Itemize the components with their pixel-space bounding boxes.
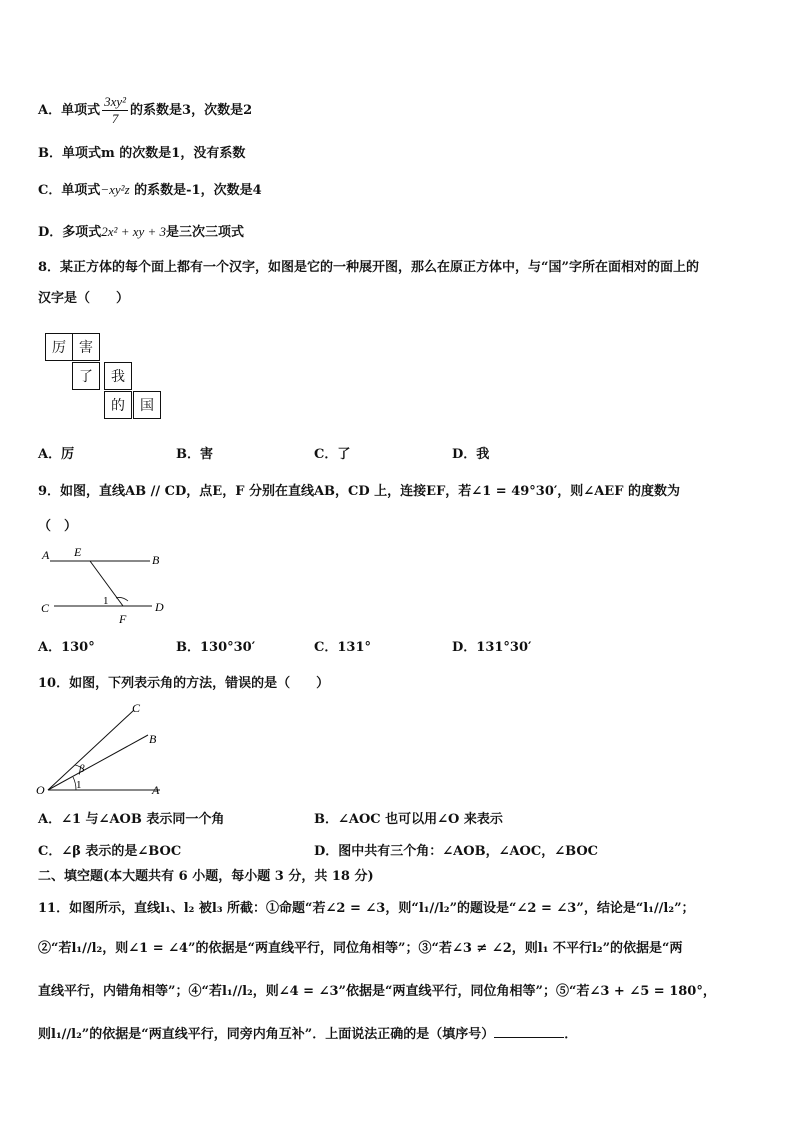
- q11-line-4-end: ．: [564, 1027, 578, 1042]
- q7-option-a: [38, 94, 252, 127]
- q7-option-d: [38, 223, 244, 242]
- q7-option-a-suffix: 的系数是3，次数是2: [130, 103, 253, 118]
- net-cell-5: 的: [104, 391, 132, 419]
- label-a: A: [42, 548, 50, 562]
- fraction-denominator: 7: [111, 111, 119, 126]
- q9-stem-line-2: （ ）: [38, 519, 78, 534]
- q11-line-1: 11．如图所示，直线l₁、l₂ 被l₃ 所截：①命题“若∠2 = ∠3，则“l₁//l₂”的题设是“∠2 = ∠3”，结论是“l₁//l₂”；: [38, 901, 695, 916]
- q10-option-d: D．图中共有三个角：∠AOB，∠AOC，∠BOC: [314, 844, 599, 859]
- q10-option-a: A．∠1 与∠AOB 表示同一个角: [38, 812, 225, 827]
- q8-option-a: A．厉: [38, 447, 75, 462]
- q7-option-a-prefix: A．单项式: [38, 103, 101, 118]
- q11-line-4: [38, 1025, 577, 1044]
- label-angle-1: 1: [76, 779, 82, 791]
- q7-option-d-prefix: D．多项式: [38, 225, 102, 240]
- label-angle-1: 1: [103, 595, 109, 607]
- q10-option-b: B．∠AOC 也可以用∠O 来表示: [314, 812, 503, 827]
- q8-option-b: B．害: [176, 447, 213, 462]
- label-e: E: [74, 545, 82, 559]
- label-f: F: [119, 612, 127, 626]
- q7-option-c-expression: −xy²z: [100, 182, 130, 197]
- q11-line-4-text: 则l₁//l₂”的依据是“两直线平行，同旁内角互补”．上面说法正确的是（填序号）: [38, 1027, 495, 1042]
- net-cell-3: 了: [72, 362, 100, 390]
- label-beta: β: [79, 763, 85, 775]
- q7-option-b: B．单项式m 的次数是1，没有系数: [38, 146, 246, 161]
- q9-option-b: B．130°30′: [176, 640, 256, 655]
- q9-option-c: C．131°: [314, 640, 371, 655]
- label-d: D: [155, 600, 164, 614]
- answer-blank[interactable]: [494, 1025, 564, 1038]
- q10-angle-figure: [34, 700, 166, 798]
- q7-option-d-expression: 2x² + xy + 3: [101, 224, 167, 239]
- q8-stem-line-2: 汉字是（ ）: [38, 291, 130, 306]
- section-2-heading: 二、填空题(本大题共有 6 小题，每小题 3 分，共 18 分): [38, 869, 374, 884]
- net-cell-2: 害: [72, 333, 100, 361]
- label-a: A: [152, 783, 160, 797]
- q10-option-c: C．∠β 表示的是∠BOC: [38, 844, 182, 859]
- q8-stem-line-1: 8．某正方体的每个面上都有一个汉字，如图是它的一种展开图，那么在原正方体中，与“国”字所在面相对的面上的: [38, 260, 700, 275]
- fraction-numerator: 3xy²: [104, 94, 127, 109]
- q7-option-c-prefix: C．单项式: [38, 183, 101, 198]
- q9-option-a: A．130°: [38, 640, 95, 655]
- label-b: B: [149, 732, 157, 746]
- q7-option-d-suffix: 是三次三项式: [166, 225, 245, 240]
- label-o: O: [36, 783, 45, 797]
- fraction: [102, 94, 128, 127]
- label-b: B: [152, 553, 160, 567]
- q8-option-c: C．了: [314, 447, 351, 462]
- q10-stem: 10．如图，下列表示角的方法，错误的是（ ）: [38, 676, 330, 691]
- net-cell-1: 厉: [45, 333, 73, 361]
- q11-line-2: ②“若l₁//l₂，则∠1 = ∠4”的依据是“两直线平行，同位角相等”；③“若∠3 ≠ ∠2，则l₁ 不平行l₂”的依据是“两: [38, 941, 683, 956]
- q9-parallel-lines-figure: [38, 543, 178, 628]
- q9-option-d: D．131°30′: [452, 640, 532, 655]
- net-cell-4: 我: [104, 362, 132, 390]
- q7-option-c-suffix: 的系数是-1，次数是4: [129, 183, 262, 198]
- label-c: C: [132, 701, 141, 715]
- net-cell-6: 国: [133, 391, 161, 419]
- q7-option-c: [38, 181, 262, 200]
- q8-option-d: D．我: [452, 447, 490, 462]
- q11-line-3: 直线平行，内错角相等”；④“若l₁//l₂，则∠4 = ∠3”依据是“两直线平行，同位角相等”；⑤“若∠3 + ∠5 = 180°，: [38, 984, 716, 999]
- label-c: C: [41, 601, 50, 615]
- q9-stem-line-1: 9．如图，直线AB // CD，点E，F 分别在直线AB，CD 上，连接EF，若∠1 = 49°30′，则∠AEF 的度数为: [38, 484, 680, 499]
